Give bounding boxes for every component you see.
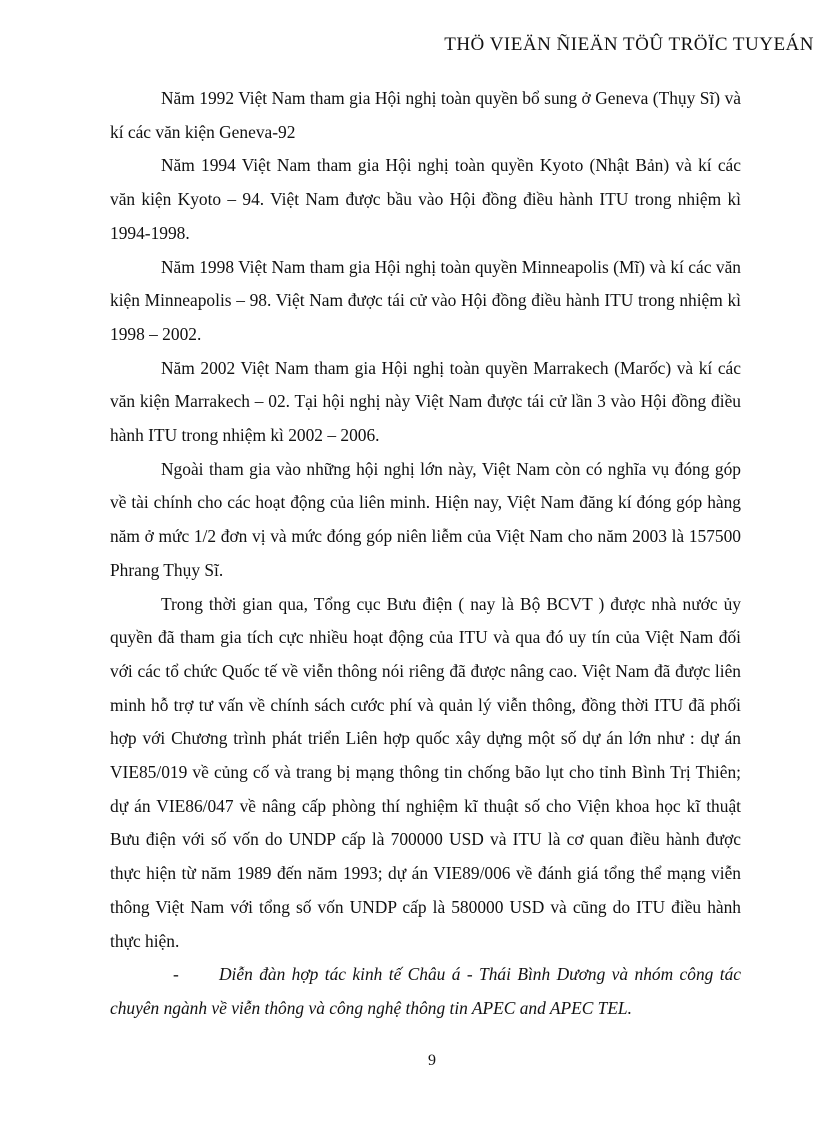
page-number: 9: [428, 1052, 436, 1069]
paragraph-2002: Năm 2002 Việt Nam tham gia Hội nghị toàn quyền Marrakech (Marốc) và kí các văn kiện Marrakech – 02. Tại hội nghị này Việt Nam được tái cử lần 3 vào Hội đồng điều hành ITU trong nhiệm kì 2002 – 2006.: [110, 357, 741, 446]
paragraph-1998: Năm 1998 Việt Nam tham gia Hội nghị toàn quyền Minneapolis (Mĩ) và kí các văn kiện Minneapolis – 98. Việt Nam được tái cử vào Hội đồng điều hành ITU trong nhiệm kì 1998 – 2002.: [110, 256, 741, 344]
bullet-marker: -: [173, 964, 179, 985]
paragraph-projects: Trong thời gian qua, Tổng cục Bưu điện ( nay là Bộ BCVT ) được nhà nước ủy quyền đã tham gia tích cực nhiều hoạt động của ITU và qua đó uy tín của Việt Nam đối với các tổ chức Quốc tế về viễn thông nói riêng đã được nâng cao. Việt Nam đã được liên minh hỗ trợ tư vấn về chính sách cước phí và quản lý viễn thông, đồng thời ITU đã phối hợp với Chương trình phát triển Liên hợp quốc xây dựng một số dự án lớn như : dự án VIE85/019 về củng cố và trang bị mạng thông tin chống bão lụt cho tỉnh Bình Trị Thiên; dự án VIE86/047 về nâng cấp phòng thí nghiệm kĩ thuật số cho Viện khoa học kĩ thuật Bưu điện với số vốn do UNDP cấp là 700000 USD và ITU là cơ quan điều hành được thực hiện từ năm 1989 đến năm 1993; dự án VIE89/006 về đánh giá tổng thể mạng viễn thông Việt Nam với tổng số vốn UNDP cấp là 580000 USD và cũng do ITU điều hành thực hiện.: [110, 593, 741, 951]
paragraph-contributions: Ngoài tham gia vào những hội nghị lớn này, Việt Nam còn có nghĩa vụ đóng góp về tài chính cho các hoạt động của liên minh. Hiện nay, Việt Nam đăng kí đóng góp hàng năm ở mức 1/2 đơn vị và mức đóng góp niên liễm của Việt Nam cho năm 2003 là 157500 Phrang Thụy Sĩ.: [110, 458, 741, 580]
paragraph-1994: Năm 1994 Việt Nam tham gia Hội nghị toàn quyền Kyoto (Nhật Bản) và kí các văn kiện Kyoto – 94. Việt Nam được bầu vào Hội đồng điều hành ITU trong nhiệm kì 1994-1998.: [110, 155, 741, 243]
bullet-text: Diễn đàn hợp tác kinh tế Châu á - Thái Bình Dương và nhóm công tác chuyên ngành về viễn thông và công nghệ thông tin APEC and APEC TEL.: [110, 964, 741, 1018]
page-header: THÖ VIEÄN ÑIEÄN TÖÛ TRÖÏC TUYEÁN: [444, 34, 814, 55]
document-body: [110, 82, 741, 1026]
bullet-apec: [110, 958, 741, 1025]
paragraph-1992: Năm 1992 Việt Nam tham gia Hội nghị toàn quyền bổ sung ở Geneva (Thụy Sĩ) và kí các văn kiện Geneva-92: [110, 88, 741, 142]
